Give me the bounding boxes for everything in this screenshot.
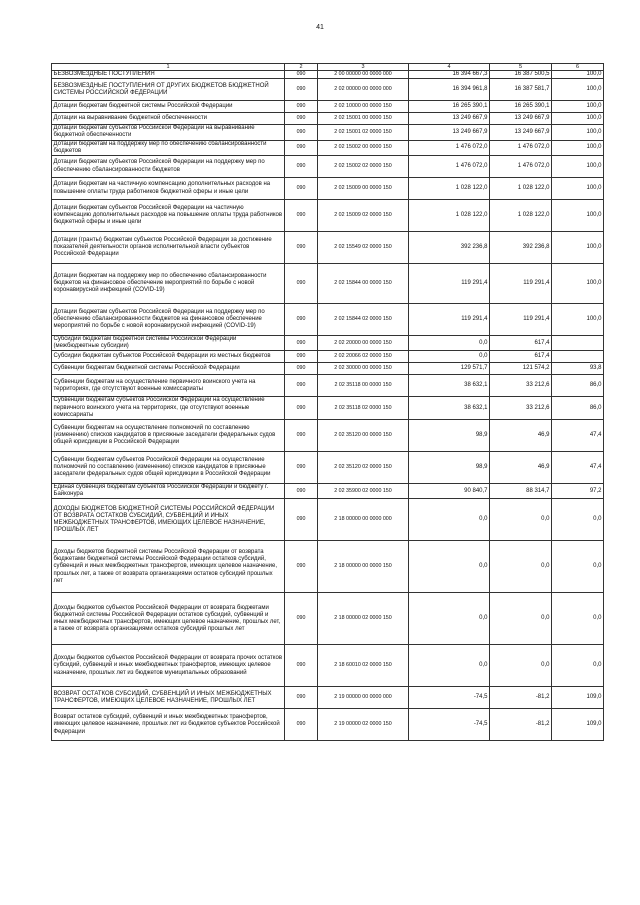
row-executed: 16 265 390,1 (490, 101, 552, 113)
row-name: Возврат остатков субсидий, субвенций и иных межбюджетных трансфертов, имеющих целевое назначение, прошлых лет из бюджетов субъектов Российской Федерации (52, 709, 285, 741)
row-planned: 1 476 072,0 (409, 156, 490, 178)
row-name: Субвенции бюджетам на осуществление первичного воинского учета на территориях, где отсутствуют военные комиссариаты (52, 375, 285, 397)
row-executed: 121 574,2 (490, 363, 552, 375)
row-percent (552, 351, 604, 363)
row-name: Дотации бюджетам субъектов Российской Федерации на выравнивание бюджетной обеспеченности (52, 125, 285, 140)
table-row (52, 687, 604, 709)
row-planned: 0,0 (409, 351, 490, 363)
row-budget-code: 2 02 10000 00 0000 150 (318, 101, 409, 113)
row-name: БЕЗВОЗМЕЗДНЫЕ ПОСТУПЛЕНИЯ ОТ ДРУГИХ БЮДЖЕТОВ БЮДЖЕТНОЙ СИСТЕМЫ РОССИЙСКОЙ ФЕДЕРАЦИИ (52, 79, 285, 101)
row-budget-code: 2 02 15009 00 0000 150 (318, 178, 409, 200)
row-planned: 1 028 122,0 (409, 200, 490, 232)
row-budget-code: 2 02 20066 02 0000 150 (318, 351, 409, 363)
row-admin-code: 090 (285, 397, 318, 420)
row-executed: 46,9 (490, 420, 552, 452)
row-budget-code: 2 02 35900 02 0000 150 (318, 484, 409, 499)
row-planned: 16 394 667,3 (409, 71, 490, 79)
row-budget-code: 2 02 30000 00 0000 150 (318, 363, 409, 375)
row-admin-code: 090 (285, 499, 318, 541)
row-name: Субвенции бюджетам субъектов Российской Федерации на осуществление полномочий по составлению (изменению) списков кандидатов в присяжные заседатели федеральных судов общей юрисдикции в Российской Федерации (52, 452, 285, 484)
row-executed: 119 291,4 (490, 264, 552, 304)
row-planned: 1 028 122,0 (409, 178, 490, 200)
table-row (52, 79, 604, 101)
row-name: Субвенции бюджетам на осуществление полномочий по составлению (изменению) списков кандидатов в присяжные заседатели федеральных судов общей юрисдикции в Российской Федерации (52, 420, 285, 452)
row-percent: 100,0 (552, 71, 604, 79)
table-row (52, 452, 604, 484)
row-name: Дотации на выравнивание бюджетной обеспеченности (52, 113, 285, 125)
row-executed: 0,0 (490, 593, 552, 645)
row-admin-code: 090 (285, 687, 318, 709)
row-planned: 129 571,7 (409, 363, 490, 375)
row-planned: 38 632,1 (409, 397, 490, 420)
table-row (52, 125, 604, 140)
row-executed: 88 314,7 (490, 484, 552, 499)
row-planned: 0,0 (409, 499, 490, 541)
table-row (52, 645, 604, 687)
row-percent: 47,4 (552, 452, 604, 484)
row-executed: 0,0 (490, 499, 552, 541)
table-row (52, 375, 604, 397)
row-admin-code: 090 (285, 420, 318, 452)
row-admin-code: 090 (285, 79, 318, 101)
row-budget-code: 2 02 00000 00 0000 000 (318, 79, 409, 101)
table-row (52, 499, 604, 541)
row-name: Дотации бюджетам на поддержку мер по обеспечению сбалансированности бюджетов (52, 140, 285, 155)
row-budget-code: 2 00 00000 00 0000 000 (318, 71, 409, 79)
row-executed: 13 249 667,9 (490, 113, 552, 125)
row-executed: 1 028 122,0 (490, 178, 552, 200)
table-row (52, 420, 604, 452)
row-percent: 100,0 (552, 79, 604, 101)
column-number-row (52, 64, 604, 71)
column-number: 4 (409, 64, 490, 71)
row-name: Дотации бюджетам субъектов Российской Федерации на поддержку мер по обеспечению сбалансированности бюджетов на финансовое обеспечение мероприятий по борьбе с новой коронавирусной инфекцией (COVID-19) (52, 304, 285, 336)
row-percent: 0,0 (552, 593, 604, 645)
row-name: ВОЗВРАТ ОСТАТКОВ СУБСИДИЙ, СУБВЕНЦИЙ И ИНЫХ МЕЖБЮДЖЕТНЫХ ТРАНСФЕРТОВ, ИМЕЮЩИХ ЦЕЛЕВОЕ НАЗНАЧЕНИЕ, ПРОШЛЫХ ЛЕТ (52, 687, 285, 709)
table-row (52, 397, 604, 420)
row-executed: 13 249 667,9 (490, 125, 552, 140)
table-row (52, 304, 604, 336)
row-executed: 0,0 (490, 645, 552, 687)
table-row (52, 709, 604, 741)
row-planned: 119 291,4 (409, 304, 490, 336)
row-planned: 0,0 (409, 593, 490, 645)
row-executed: 1 476 072,0 (490, 140, 552, 155)
row-budget-code: 2 02 15009 02 0000 150 (318, 200, 409, 232)
row-admin-code: 090 (285, 351, 318, 363)
row-executed: 392 236,8 (490, 232, 552, 264)
row-planned: 16 394 961,8 (409, 79, 490, 101)
row-executed: 119 291,4 (490, 304, 552, 336)
row-percent: 86,0 (552, 397, 604, 420)
row-admin-code: 090 (285, 541, 318, 593)
table-row (52, 593, 604, 645)
row-budget-code: 2 18 00000 02 0000 150 (318, 593, 409, 645)
row-budget-code: 2 02 15844 00 0000 150 (318, 264, 409, 304)
row-admin-code: 090 (285, 71, 318, 79)
row-budget-code: 2 18 00000 00 0000 150 (318, 541, 409, 593)
column-number: 5 (490, 64, 552, 71)
row-executed: 33 212,6 (490, 397, 552, 420)
row-percent (552, 336, 604, 351)
table-row (52, 71, 604, 79)
row-name: Субвенции бюджетам бюджетной системы Российской Федерации (52, 363, 285, 375)
row-planned: 16 265 390,1 (409, 101, 490, 113)
row-name: ДОХОДЫ БЮДЖЕТОВ БЮДЖЕТНОЙ СИСТЕМЫ РОССИЙСКОЙ ФЕДЕРАЦИИ ОТ ВОЗВРАТА ОСТАТКОВ СУБСИДИЙ, СУБВЕНЦИЙ И ИНЫХ МЕЖБЮДЖЕТНЫХ ТРАНСФЕРТОВ, ИМЕЮЩИХ ЦЕЛЕВОЕ НАЗНАЧЕНИЕ, ПРОШЛЫХ ЛЕТ (52, 499, 285, 541)
row-admin-code: 090 (285, 232, 318, 264)
row-planned: 119 291,4 (409, 264, 490, 304)
table-row (52, 140, 604, 155)
row-budget-code: 2 02 15002 00 0000 150 (318, 140, 409, 155)
row-percent: 0,0 (552, 499, 604, 541)
row-name: Дотации бюджетам на поддержку мер по обеспечению сбалансированности бюджетов на финансовое обеспечение мероприятий по борьбе с новой коронавирусной инфекцией (COVID-19) (52, 264, 285, 304)
row-name: Доходы бюджетов бюджетной системы Российской Федерации от возврата бюджетами бюджетной системы Российской Федерации остатков субсидий, субвенций и иных межбюджетных трансфертов, имеющих целевое назначение, прошлых лет, а также от возврата организациями остатков субсидий прошлых лет (52, 541, 285, 593)
row-percent: 109,0 (552, 709, 604, 741)
row-planned: 38 632,1 (409, 375, 490, 397)
row-name: Субвенции бюджетам субъектов Российской Федерации на осуществление первичного воинского учета на территориях, где отсутствуют военные комиссариаты (52, 397, 285, 420)
row-budget-code: 2 19 00000 00 0000 000 (318, 687, 409, 709)
row-budget-code: 2 18 00000 00 0000 000 (318, 499, 409, 541)
row-budget-code: 2 02 15844 02 0000 150 (318, 304, 409, 336)
row-name: Дотации бюджетам бюджетной системы Российской Федерации (52, 101, 285, 113)
row-admin-code: 090 (285, 113, 318, 125)
row-budget-code: 2 02 15001 00 0000 150 (318, 113, 409, 125)
table-row (52, 351, 604, 363)
row-admin-code: 090 (285, 101, 318, 113)
revenue-table (51, 63, 604, 741)
row-executed: 16 387 500,5 (490, 71, 552, 79)
row-name: Дотации бюджетам на частичную компенсацию дополнительных расходов на повышение оплаты труда работников бюджетной сферы и иные цели (52, 178, 285, 200)
row-admin-code: 090 (285, 645, 318, 687)
row-budget-code: 2 02 35118 02 0000 150 (318, 397, 409, 420)
table-row (52, 113, 604, 125)
table-row (52, 178, 604, 200)
row-admin-code: 090 (285, 452, 318, 484)
row-executed: 33 212,6 (490, 375, 552, 397)
row-planned: 98,9 (409, 420, 490, 452)
row-planned: -74,5 (409, 687, 490, 709)
table-row (52, 101, 604, 113)
row-name: Доходы бюджетов субъектов Российской Федерации от возврата прочих остатков субсидий, субвенций и иных межбюджетных трансфертов, имеющих целевое назначение, прошлых лет из бюджетов муниципальных образований (52, 645, 285, 687)
row-admin-code: 090 (285, 125, 318, 140)
row-percent: 100,0 (552, 113, 604, 125)
row-percent: 100,0 (552, 101, 604, 113)
column-number: 6 (552, 64, 604, 71)
row-executed: 1 476 072,0 (490, 156, 552, 178)
row-name: Единая субвенция бюджетам субъектов Российской Федерации и бюджету г. Байконура (52, 484, 285, 499)
row-name: Дотации (гранты) бюджетам субъектов Российской Федерации за достижение показателей деятельности органов исполнительной власти субъектов Российской Федерации (52, 232, 285, 264)
row-budget-code: 2 02 20000 00 0000 150 (318, 336, 409, 351)
row-executed: 0,0 (490, 541, 552, 593)
row-budget-code: 2 02 15549 02 0000 150 (318, 232, 409, 264)
row-percent: 0,0 (552, 541, 604, 593)
row-name: БЕЗВОЗМЕЗДНЫЕ ПОСТУПЛЕНИЯ (52, 71, 285, 79)
row-admin-code: 090 (285, 264, 318, 304)
row-name: Доходы бюджетов субъектов Российской Федерации от возврата бюджетами бюджетной системы Российской Федерации остатков субсидий, субвенций и иных межбюджетных трансфертов, имеющих целевое назначение, прошлых лет, а также от возврата организациями остатков субсидий прошлых лет (52, 593, 285, 645)
row-percent: 100,0 (552, 200, 604, 232)
row-percent: 86,0 (552, 375, 604, 397)
row-admin-code: 090 (285, 336, 318, 351)
row-planned: 90 840,7 (409, 484, 490, 499)
row-name: Субсидии бюджетам субъектов Российской Федерации из местных бюджетов (52, 351, 285, 363)
row-planned: 13 249 667,9 (409, 125, 490, 140)
row-executed: -81,2 (490, 687, 552, 709)
row-admin-code: 090 (285, 140, 318, 155)
row-percent: 100,0 (552, 178, 604, 200)
table-row (52, 232, 604, 264)
table-row (52, 200, 604, 232)
row-planned: 0,0 (409, 336, 490, 351)
row-admin-code: 090 (285, 363, 318, 375)
row-admin-code: 090 (285, 304, 318, 336)
row-planned: 13 249 667,9 (409, 113, 490, 125)
table-row (52, 541, 604, 593)
row-budget-code: 2 02 35120 00 0000 150 (318, 420, 409, 452)
row-planned: 0,0 (409, 645, 490, 687)
row-percent: 100,0 (552, 140, 604, 155)
row-planned: 392 236,8 (409, 232, 490, 264)
row-percent: 100,0 (552, 125, 604, 140)
row-admin-code: 090 (285, 709, 318, 741)
row-admin-code: 090 (285, 484, 318, 499)
table-row (52, 484, 604, 499)
row-percent: 100,0 (552, 264, 604, 304)
row-admin-code: 090 (285, 178, 318, 200)
row-budget-code: 2 02 35118 00 0000 150 (318, 375, 409, 397)
row-budget-code: 2 19 00000 02 0000 150 (318, 709, 409, 741)
row-percent: 100,0 (552, 156, 604, 178)
row-percent: 109,0 (552, 687, 604, 709)
row-planned: 0,0 (409, 541, 490, 593)
row-name: Дотации бюджетам субъектов Российской Федерации на поддержку мер по обеспечению сбалансированности бюджетов (52, 156, 285, 178)
row-percent: 47,4 (552, 420, 604, 452)
row-percent: 100,0 (552, 232, 604, 264)
row-executed: 46,9 (490, 452, 552, 484)
row-planned: 1 476 072,0 (409, 140, 490, 155)
row-executed: 1 028 122,0 (490, 200, 552, 232)
row-name: Дотации бюджетам субъектов Российской Федерации на частичную компенсацию дополнительных расходов на повышение оплаты труда работников бюджетной сферы и иные цели (52, 200, 285, 232)
row-executed: 617,4 (490, 336, 552, 351)
column-number: 1 (52, 64, 285, 71)
row-percent: 100,0 (552, 304, 604, 336)
row-planned: -74,5 (409, 709, 490, 741)
row-percent: 97,2 (552, 484, 604, 499)
row-budget-code: 2 18 60010 02 0000 150 (318, 645, 409, 687)
row-percent: 93,8 (552, 363, 604, 375)
row-executed: -81,2 (490, 709, 552, 741)
row-budget-code: 2 02 35120 02 0000 150 (318, 452, 409, 484)
column-number: 3 (318, 64, 409, 71)
row-admin-code: 090 (285, 156, 318, 178)
table-row (52, 363, 604, 375)
row-percent: 0,0 (552, 645, 604, 687)
row-budget-code: 2 02 15002 02 0000 150 (318, 156, 409, 178)
row-name: Субсидии бюджетам бюджетной системы Российской Федерации (межбюджетные субсидии) (52, 336, 285, 351)
row-admin-code: 090 (285, 593, 318, 645)
row-executed: 617,4 (490, 351, 552, 363)
page-number: 41 (316, 24, 324, 31)
table-row (52, 156, 604, 178)
table-row (52, 264, 604, 304)
column-number: 2 (285, 64, 318, 71)
row-executed: 16 387 581,7 (490, 79, 552, 101)
table-row (52, 336, 604, 351)
row-admin-code: 090 (285, 200, 318, 232)
row-planned: 98,9 (409, 452, 490, 484)
row-admin-code: 090 (285, 375, 318, 397)
row-budget-code: 2 02 15001 02 0000 150 (318, 125, 409, 140)
